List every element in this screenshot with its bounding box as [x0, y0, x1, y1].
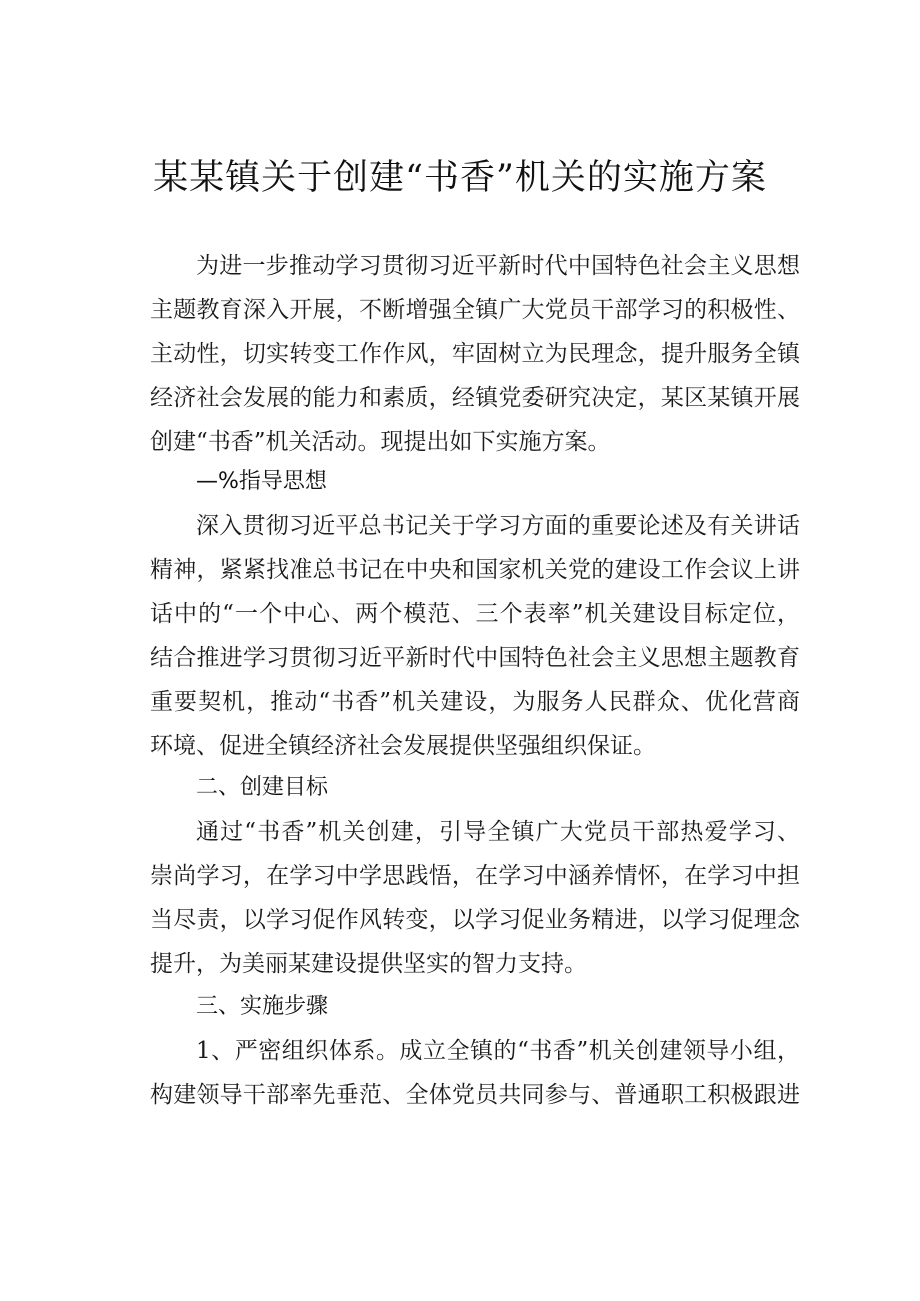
section-line: 精神，紧紧找准总书记在中央和国家机关党的建设工作会议上讲: [150, 557, 800, 583]
section-heading: —%指导思想: [196, 469, 327, 494]
section-line: 结合推进学习贯彻习近平新时代中国特色社会主义思想主题教育: [150, 645, 800, 671]
section-line: 当尽责，以学习促作风转变，以学习促业务精进，以学习促理念: [150, 907, 800, 933]
intro-line: 创建“书香”机关活动。现提出如下实施方案。: [150, 429, 611, 455]
section-line: 深入贯彻习近平总书记关于学习方面的重要论述及有关讲话: [196, 513, 800, 539]
section-line: 提升，为美丽某建设提供坚实的智力支持。: [150, 951, 587, 977]
section-line: 通过“书香”机关创建，引导全镇广大党员干部热爱学习、: [196, 819, 800, 845]
section-line: 1、严密组织体系。成立全镇的“书香”机关创建领导小组，: [196, 1038, 800, 1064]
intro-line: 主题教育深入开展，不断增强全镇广大党员干部学习的积极性、: [150, 297, 800, 323]
section-heading: 二、创建目标: [196, 775, 329, 800]
intro-line: 主动性，切实转变工作作风，牢固树立为民理念，提升服务全镇: [150, 341, 800, 367]
section-line: 构建领导干部率先垂范、全体党员共同参与、普通职工积极跟进: [150, 1082, 800, 1108]
section-line: 崇尚学习，在学习中学思践悟，在学习中涵养情怀，在学习中担: [150, 863, 800, 889]
section-line: 话中的“一个中心、两个模范、三个表率”机关建设目标定位，: [150, 601, 800, 627]
document-title: 某某镇关于创建“书香”机关的实施方案: [153, 158, 767, 198]
section-line: 重要契机，推动“书香”机关建设，为服务人民群众、优化营商: [150, 689, 800, 715]
section-heading: 三、实施步骤: [196, 994, 329, 1019]
section-line: 环境、促进全镇经济社会发展提供坚强组织保证。: [150, 733, 656, 759]
intro-line: 经济社会发展的能力和素质，经镇党委研究决定，某区某镇开展: [150, 385, 800, 411]
intro-line: 为进一步推动学习贯彻习近平新时代中国特色社会主义思想: [196, 253, 800, 279]
